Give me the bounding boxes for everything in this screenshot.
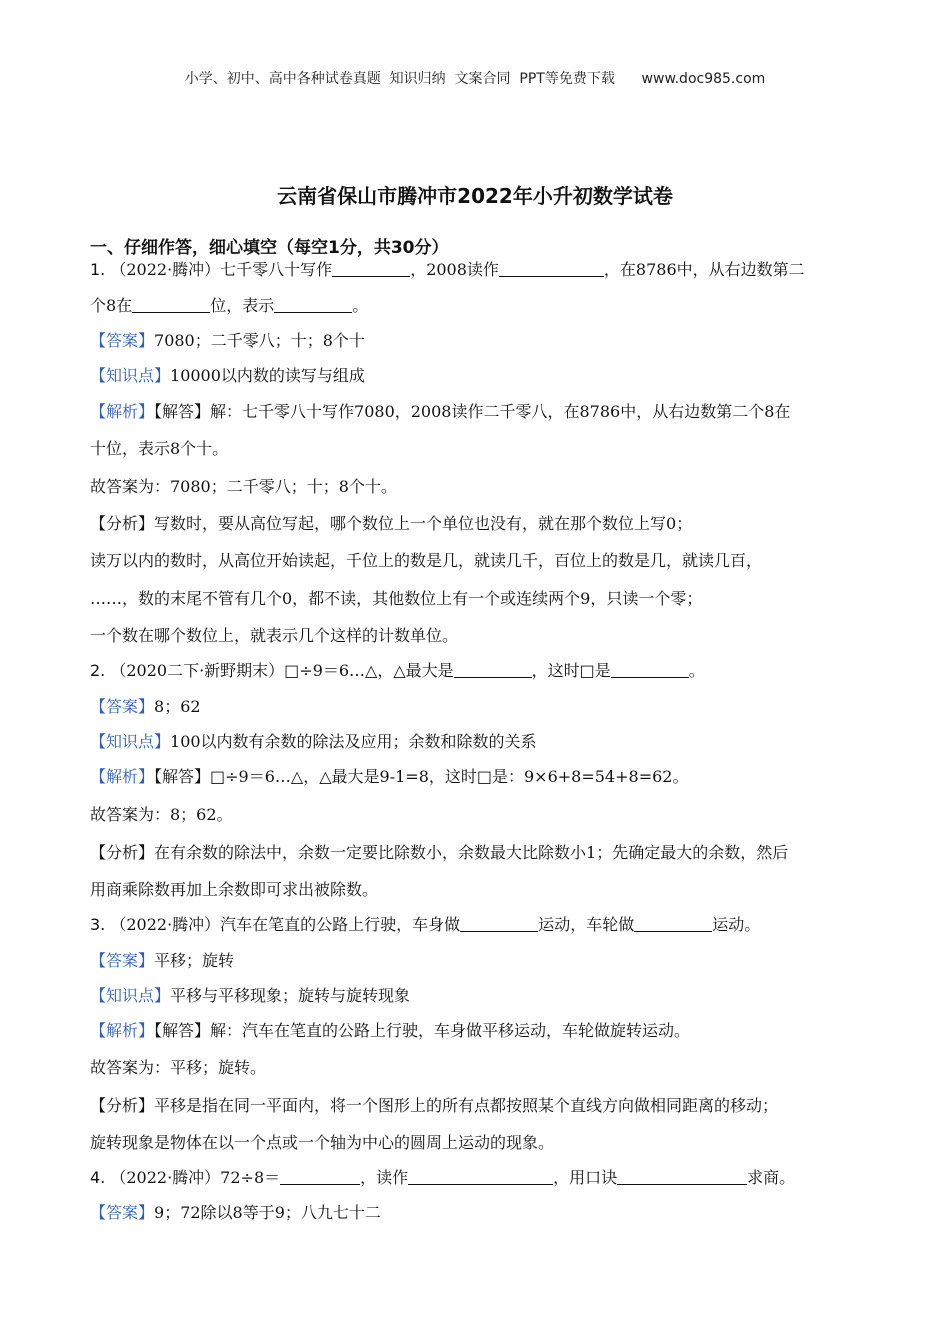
analysis-line: 【分析】平移是指在同一平面内，将一个图形上的所有点都按照某个直线方向做相同距离的移动； [90,1096,779,1115]
knowledge-line: 【知识点】10000以内数的读写与组成 [90,366,365,385]
answer-line: 【答案】9；72除以8等于9；八九七十二 [90,1203,381,1222]
answer-blank[interactable] [617,1168,747,1185]
answer-line: 【答案】7080；二千零八；十；8个十 [90,331,365,350]
question-2-line-1: 2. （2020二下·新野期末）□÷9＝6…△，△最大是 ，这时□是 。 [90,661,705,680]
answer-blank[interactable] [280,1168,360,1185]
answer-blank[interactable] [611,661,689,678]
answer-line: 【答案】8；62 [90,697,201,716]
header-banner: 小学、初中、高中各种试卷真题 知识归纳 文案合同 PPT等免费下载 www.doc985.com [184,71,766,87]
knowledge-line: 【知识点】平移与平移现象；旋转与旋转现象 [90,986,411,1005]
conclusion-line: 故答案为：8；62。 [90,805,233,824]
analysis-line: 旋转现象是物体在以一个点或一个轴为中心的圆周上运动的现象。 [90,1133,555,1152]
question-number: 4. [90,1168,106,1187]
answer-blank[interactable] [634,915,712,932]
answer-line: 【答案】平移；旋转 [90,951,235,970]
answer-blank[interactable] [332,260,410,277]
question-number: 3. [90,915,106,934]
answer-blank[interactable] [499,260,604,277]
conclusion-line: 故答案为：平移；旋转。 [90,1058,267,1077]
knowledge-line: 【知识点】100以内数有余数的除法及应用；余数和除数的关系 [90,732,537,751]
question-1-line-2: 个8在 位，表示 。 [90,296,369,315]
analysis-line: 【分析】在有余数的除法中，余数一定要比除数小，余数最大比除数小1；先确定最大的余数，然后 [90,843,789,862]
page-title: 云南省保山市腾冲市2022年小升初数学试卷 [277,184,673,208]
analysis-line: 一个数在哪个数位上，就表示几个这样的计数单位。 [90,626,459,645]
solution-line: 【解析】【解答】□÷9＝6…△，△最大是9-1=8，这时□是：9×6+8=54+8=62。 [90,767,689,786]
solution-line: 【解析】【解答】解：汽车在笔直的公路上行驶，车身做平移运动，车轮做旋转运动。 [90,1021,691,1040]
analysis-line: ……，数的末尾不管有几个0，都不读，其他数位上有一个或连续两个9，只读一个零； [90,589,703,608]
question-number: 1. [90,260,106,279]
answer-blank[interactable] [454,661,532,678]
analysis-line: 【分析】写数时，要从高位写起，哪个数位上一个单位也没有，就在那个数位上写0； [90,514,693,533]
section-heading: 一、仔细作答，细心填空（每空1分，共30分） [90,238,449,258]
solution-line: 【解析】【解答】解：七千零八十写作7080，2008读作二千零八，在8786中，从右边数第二个8在 [90,402,791,421]
solution-line: 十位，表示8个十。 [90,439,229,458]
answer-blank[interactable] [132,296,210,313]
conclusion-line: 故答案为：7080；二千零八；十；8个十。 [90,477,397,496]
question-4-line-1: 4. （2022·腾冲）72÷8＝ ，读作 ，用口诀 求商。 [90,1168,796,1187]
analysis-line: 用商乘除数再加上余数即可求出被除数。 [90,880,379,899]
analysis-line: 读万以内的数时，从高位开始读起，千位上的数是几，就读几千，百位上的数是几，就读几百， [90,551,763,570]
answer-blank[interactable] [274,296,352,313]
question-source: （2020二下·新野期末） [110,661,285,680]
question-source: （2022·腾冲） [110,1168,221,1187]
question-number: 2. [90,661,106,680]
answer-blank[interactable] [460,915,538,932]
question-source: （2022·腾冲） [110,260,221,279]
answer-blank[interactable] [408,1168,553,1185]
question-3-line-1: 3. （2022·腾冲）汽车在笔直的公路上行驶，车身做 运动，车轮做 运动。 [90,915,761,934]
question-source: （2022·腾冲） [110,915,221,934]
question-1-line-1: 1. （2022·腾冲）七千零八十写作 ，2008读作 ，在8786中，从右边数第二 [90,260,805,279]
